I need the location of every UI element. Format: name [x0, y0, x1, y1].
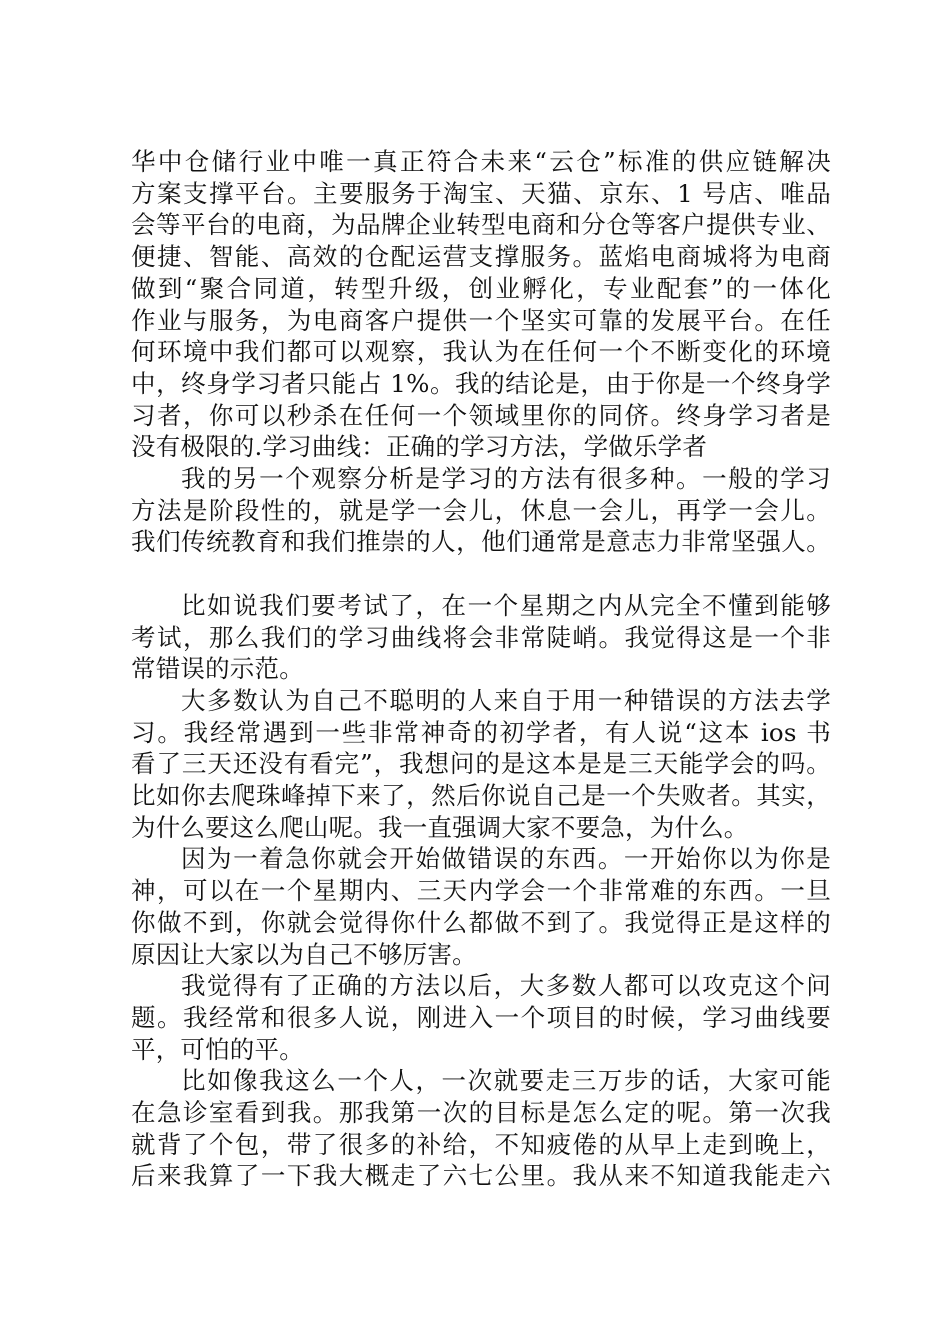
text-line: 题。我经常和很多人说，刚进入一个项目的时候，学习曲线要 — [131, 1002, 831, 1032]
text-line: 没有极限的.学习曲线：正确的学习方法，学做乐学者 — [131, 432, 708, 462]
text-line: 因为一着急你就会开始做错误的东西。一开始你以为你是 — [181, 844, 831, 874]
text-line: 在急诊室看到我。那我第一次的目标是怎么定的呢。第一次我 — [131, 1098, 831, 1128]
text-line: 考试，那么我们的学习曲线将会非常陡峭。我觉得这是一个非 — [131, 622, 831, 652]
paragraph-6 — [131, 970, 831, 1065]
text-line: 原因让大家以为自己不够厉害。 — [131, 939, 477, 969]
text-line: 看了三天还没有看完”，我想问的是这本是是三天能学会的吗。 — [131, 749, 831, 779]
text-line: 方法是阶段性的，就是学一会儿，休息一会儿，再学一会儿。 — [131, 495, 831, 525]
text-line: 何环境中我们都可以观察，我认为在任何一个不断变化的环境 — [131, 337, 831, 367]
paragraph-3 — [131, 590, 831, 685]
text-line: 华中仓储行业中唯一真正符合未来“云仓”标准的供应链解决 — [131, 147, 831, 176]
text-line: 中，终身学习者只能占 1%。我的结论是，由于你是一个终身学 — [131, 368, 831, 398]
text-line: 我们传统教育和我们推崇的人，他们通常是意志力非常坚强人。 — [131, 527, 831, 557]
text-line: 后来我算了一下我大概走了六七公里。我从来不知道我能走六 — [131, 1161, 831, 1191]
text-line: 便捷、智能、高效的仓配运营支撑服务。蓝焰电商城将为电商 — [131, 242, 831, 272]
document-body — [131, 146, 831, 1192]
text-line: 比如像我这么一个人，一次就要走三万步的话，大家可能 — [181, 1066, 831, 1096]
text-line: 比如说我们要考试了，在一个星期之内从完全不懂到能够 — [181, 590, 831, 620]
text-line: 平，可怕的平。 — [131, 1034, 304, 1064]
text-line: 大多数认为自己不聪明的人来自于用一种错误的方法去学 — [181, 685, 831, 715]
text-line: 就背了个包，带了很多的补给，不知疲倦的从早上走到晚上， — [131, 1129, 831, 1159]
paragraph-7 — [131, 1065, 831, 1192]
text-line: 你做不到，你就会觉得你什么都做不到了。我觉得正是这样的 — [131, 907, 831, 937]
paragraph-5 — [131, 843, 831, 970]
text-line: 习者，你可以秒杀在任何一个领域里你的同侪。终身学习者是 — [131, 400, 831, 430]
text-line: 我觉得有了正确的方法以后，大多数人都可以攻克这个问 — [181, 971, 831, 1001]
paragraph-1 — [131, 146, 831, 463]
text-line: 作业与服务，为电商客户提供一个坚实可靠的发展平台。在任 — [131, 305, 831, 335]
paragraph-gap — [131, 558, 831, 590]
text-line: 神，可以在一个星期内、三天内学会一个非常难的东西。一旦 — [131, 876, 831, 906]
text-line: 比如你去爬珠峰掉下来了，然后你说自己是一个失败者。其实， — [131, 781, 831, 811]
text-line: 习。我经常遇到一些非常神奇的初学者，有人说“这本 ios 书 — [131, 717, 831, 747]
text-line: 我的另一个观察分析是学习的方法有很多种。一般的学习 — [181, 464, 831, 494]
text-line: 为什么要这么爬山呢。我一直强调大家不要急，为什么。 — [131, 812, 749, 842]
text-line: 会等平台的电商，为品牌企业转型电商和分仓等客户提供专业、 — [131, 210, 831, 240]
text-line: 常错误的示范。 — [131, 654, 304, 684]
text-line: 做到“聚合同道，转型升级，创业孵化，专业配套”的一体化 — [131, 273, 831, 303]
text-line: 方案支撑平台。主要服务于淘宝、天猫、京东、1 号店、唯品 — [131, 178, 831, 208]
paragraph-2 — [131, 463, 831, 558]
paragraph-4 — [131, 685, 831, 844]
